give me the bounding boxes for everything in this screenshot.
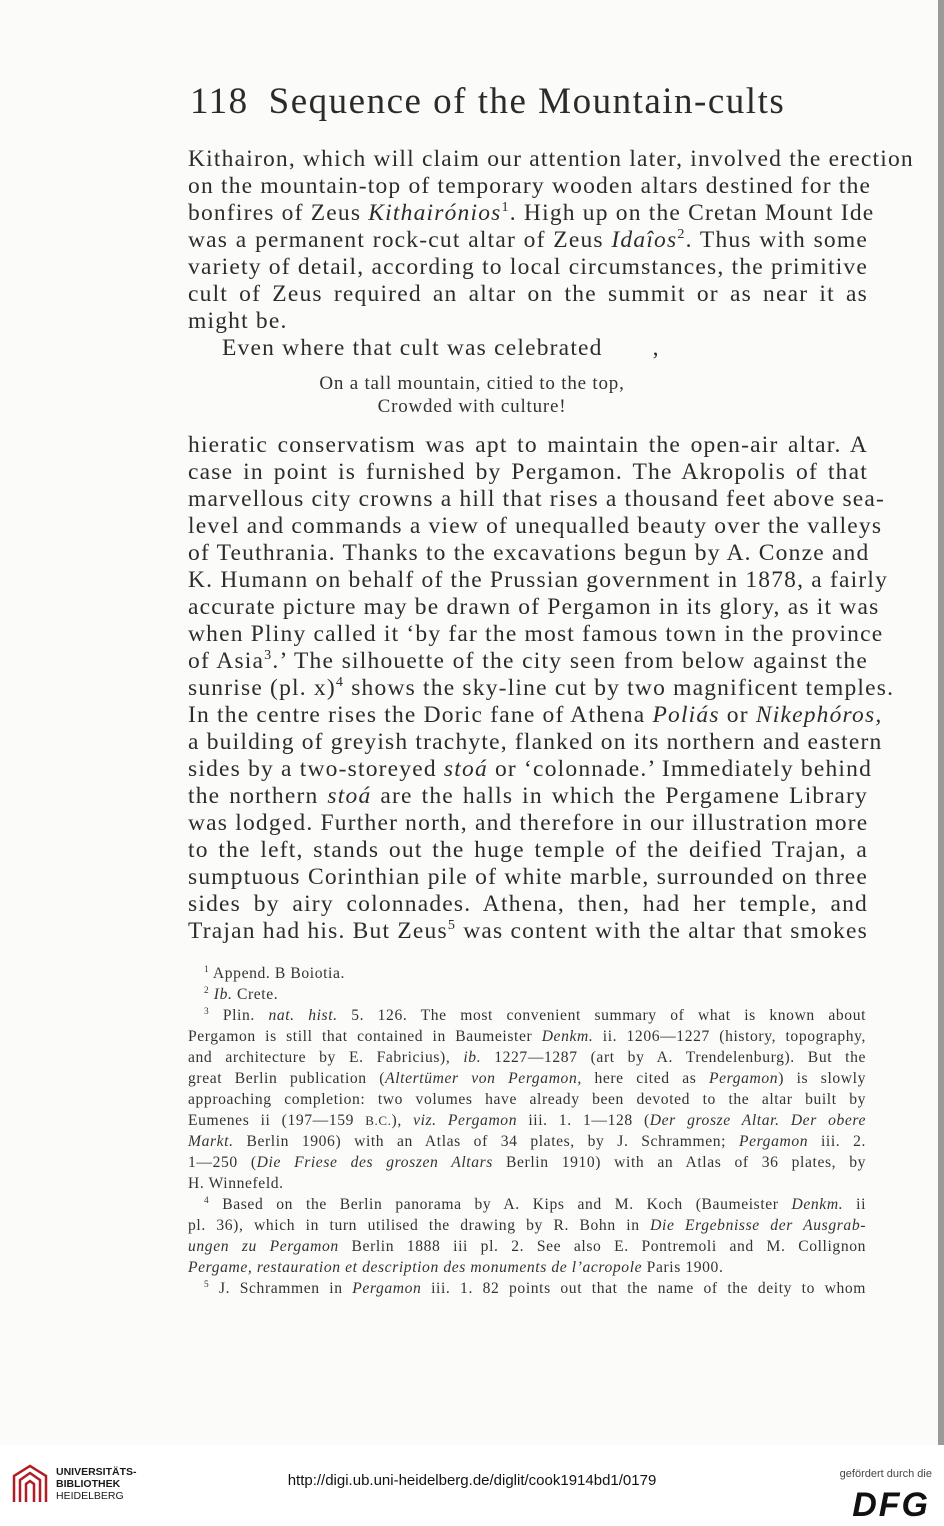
footnote-line: H. Winnefeld. [188, 1175, 284, 1192]
running-header [190, 80, 785, 123]
body-line: case in point is furnished by Pergamon. The Akropolis of that [188, 459, 868, 485]
footnote-line: approaching completion: two volumes have already been devoted to the altar built by [188, 1091, 866, 1108]
body-line: a building of greyish trachyte, flanked on its northern and eastern [188, 729, 883, 755]
permalink-url[interactable]: http://digi.ub.uni-heidelberg.de/diglit/cook1914bd1/0179 [287, 1472, 657, 1489]
footnote-line: pl. 36), which in turn utilised the drawing by R. Bohn in Die Ergebnisse der Ausgrab- [188, 1217, 867, 1234]
body-line: In the centre rises the Doric fane of Athena Poliás or Nikephóros, [188, 702, 883, 728]
footnote-4: $^4$ Based on the Berlin panorama by A. Kips and M. Koch (Baumeister Denkm. ii [204, 1195, 867, 1213]
library-name: UNIVERSITÄTS- BIBLIOTHEK HEIDELBERG [56, 1466, 137, 1502]
footnote-line: great Berlin publication (Altertümer von Pergamon, here cited as Pergamon) is slowly [188, 1070, 866, 1087]
body-line: on the mountain-top of temporary wooden altars destined for the [188, 173, 872, 199]
verse-line: Crowded with culture! [377, 396, 567, 417]
footnote-line: 1—250 (Die Friese des groszen Altars Berlin 1910) with an Atlas of 36 plates, by [188, 1154, 867, 1171]
funding-note: gefördert durch die [839, 1468, 932, 1480]
footnote-1: $^1$ Append. B Boiotia. [204, 964, 345, 982]
body-line: was lodged. Further north, and therefore in our illustration more [188, 810, 869, 836]
footnote-line: Pergame, restauration et description des monuments de l’acropole Paris 1900. [188, 1259, 724, 1276]
footnote-line: ungen zu Pergamon Berlin 1888 iii pl. 2. See also E. Pontremoli and M. Collignon [188, 1238, 867, 1255]
page-number: 118 [190, 81, 249, 122]
body-line: marvellous city crowns a hill that rises a thousand feet above sea- [188, 486, 886, 512]
page-title: Sequence of the Mountain-cults [268, 81, 786, 122]
body-line: Even where that cult was celebrated , [222, 335, 660, 361]
body-line: K. Humann on behalf of the Prussian government in 1878, a fairly [188, 567, 889, 593]
footnote-2: $^2$ Ib. Crete. [204, 985, 279, 1003]
body-line: bonfires of Zeus Kithairónios$^1$. High up on the Cretan Mount Ide [188, 199, 875, 226]
body-line: to the left, stands out the huge temple of the deified Trajan, a [188, 837, 868, 863]
body-line: sides by airy colonnades. Athena, then, had her temple, and [188, 891, 868, 917]
body-line: sumptuous Corinthian pile of white marble, surrounded on three [188, 864, 868, 890]
body-line: hieratic conservatism was apt to maintain the open-air altar. A [188, 432, 868, 458]
footnote-line: Pergamon is still that contained in Baumeister Denkm. ii. 1206—1227 (history, topography, [188, 1028, 866, 1045]
body-line: sunrise (pl. x)$^4$ shows the sky-line cut by two magnificent temples. [188, 674, 895, 701]
body-line: was a permanent rock-cut altar of Zeus Idaîos$^2$. Thus with some [188, 226, 868, 253]
body-line: of Asia$^3$.’ The silhouette of the city seen from below against the [188, 647, 868, 674]
body-line: Trajan had his. But Zeus$^5$ was content with the altar that smokes [188, 917, 868, 944]
body-line: cult of Zeus required an altar on the summit or as near it as [188, 281, 868, 307]
footnote-line: and architecture by E. Fabricius), ib. 1227—1287 (art by A. Trendelenburg). But the [188, 1049, 867, 1066]
body-line: the northern stoá are the halls in which the Pergamene Library [188, 783, 869, 809]
body-line: level and commands a view of unequalled beauty over the valleys [188, 513, 883, 539]
footnote-line: Markt. Berlin 1906) with an Atlas of 34 plates, by J. Schrammen; Pergamon iii. 2. [188, 1133, 866, 1150]
body-line: sides by a two-storeyed stoá or ‘colonnade.’ Immediately behind [188, 756, 873, 782]
body-line: of Teuthrania. Thanks to the excavations begun by A. Conze and [188, 540, 870, 566]
body-line: might be. [188, 308, 288, 334]
page-edge [938, 0, 944, 1445]
footnote-3: $^3$ Plin. nat. hist. 5. 126. The most convenient summary of what is known about [204, 1006, 867, 1024]
verse-line: On a tall mountain, citied to the top, [319, 373, 625, 394]
body-line: variety of detail, according to local circumstances, the primitive [188, 254, 868, 280]
footnote-line: Eumenes ii (197—159 B.C.), viz. Pergamon iii. 1. 1—128 (Der grosze Altar. Der obere [188, 1112, 867, 1129]
body-line: accurate picture may be drawn of Pergamon in its glory, as it was [188, 594, 880, 620]
body-line: when Pliny called it ‘by far the most famous town in the province [188, 621, 884, 647]
footnote-5: $^5$ J. Schrammen in Pergamon iii. 1. 82 points out that the name of the deity to whom [204, 1279, 867, 1297]
dfg-logo: DFG [852, 1486, 930, 1524]
body-line: Kithairon, which will claim our attention later, involved the erection [188, 146, 914, 172]
